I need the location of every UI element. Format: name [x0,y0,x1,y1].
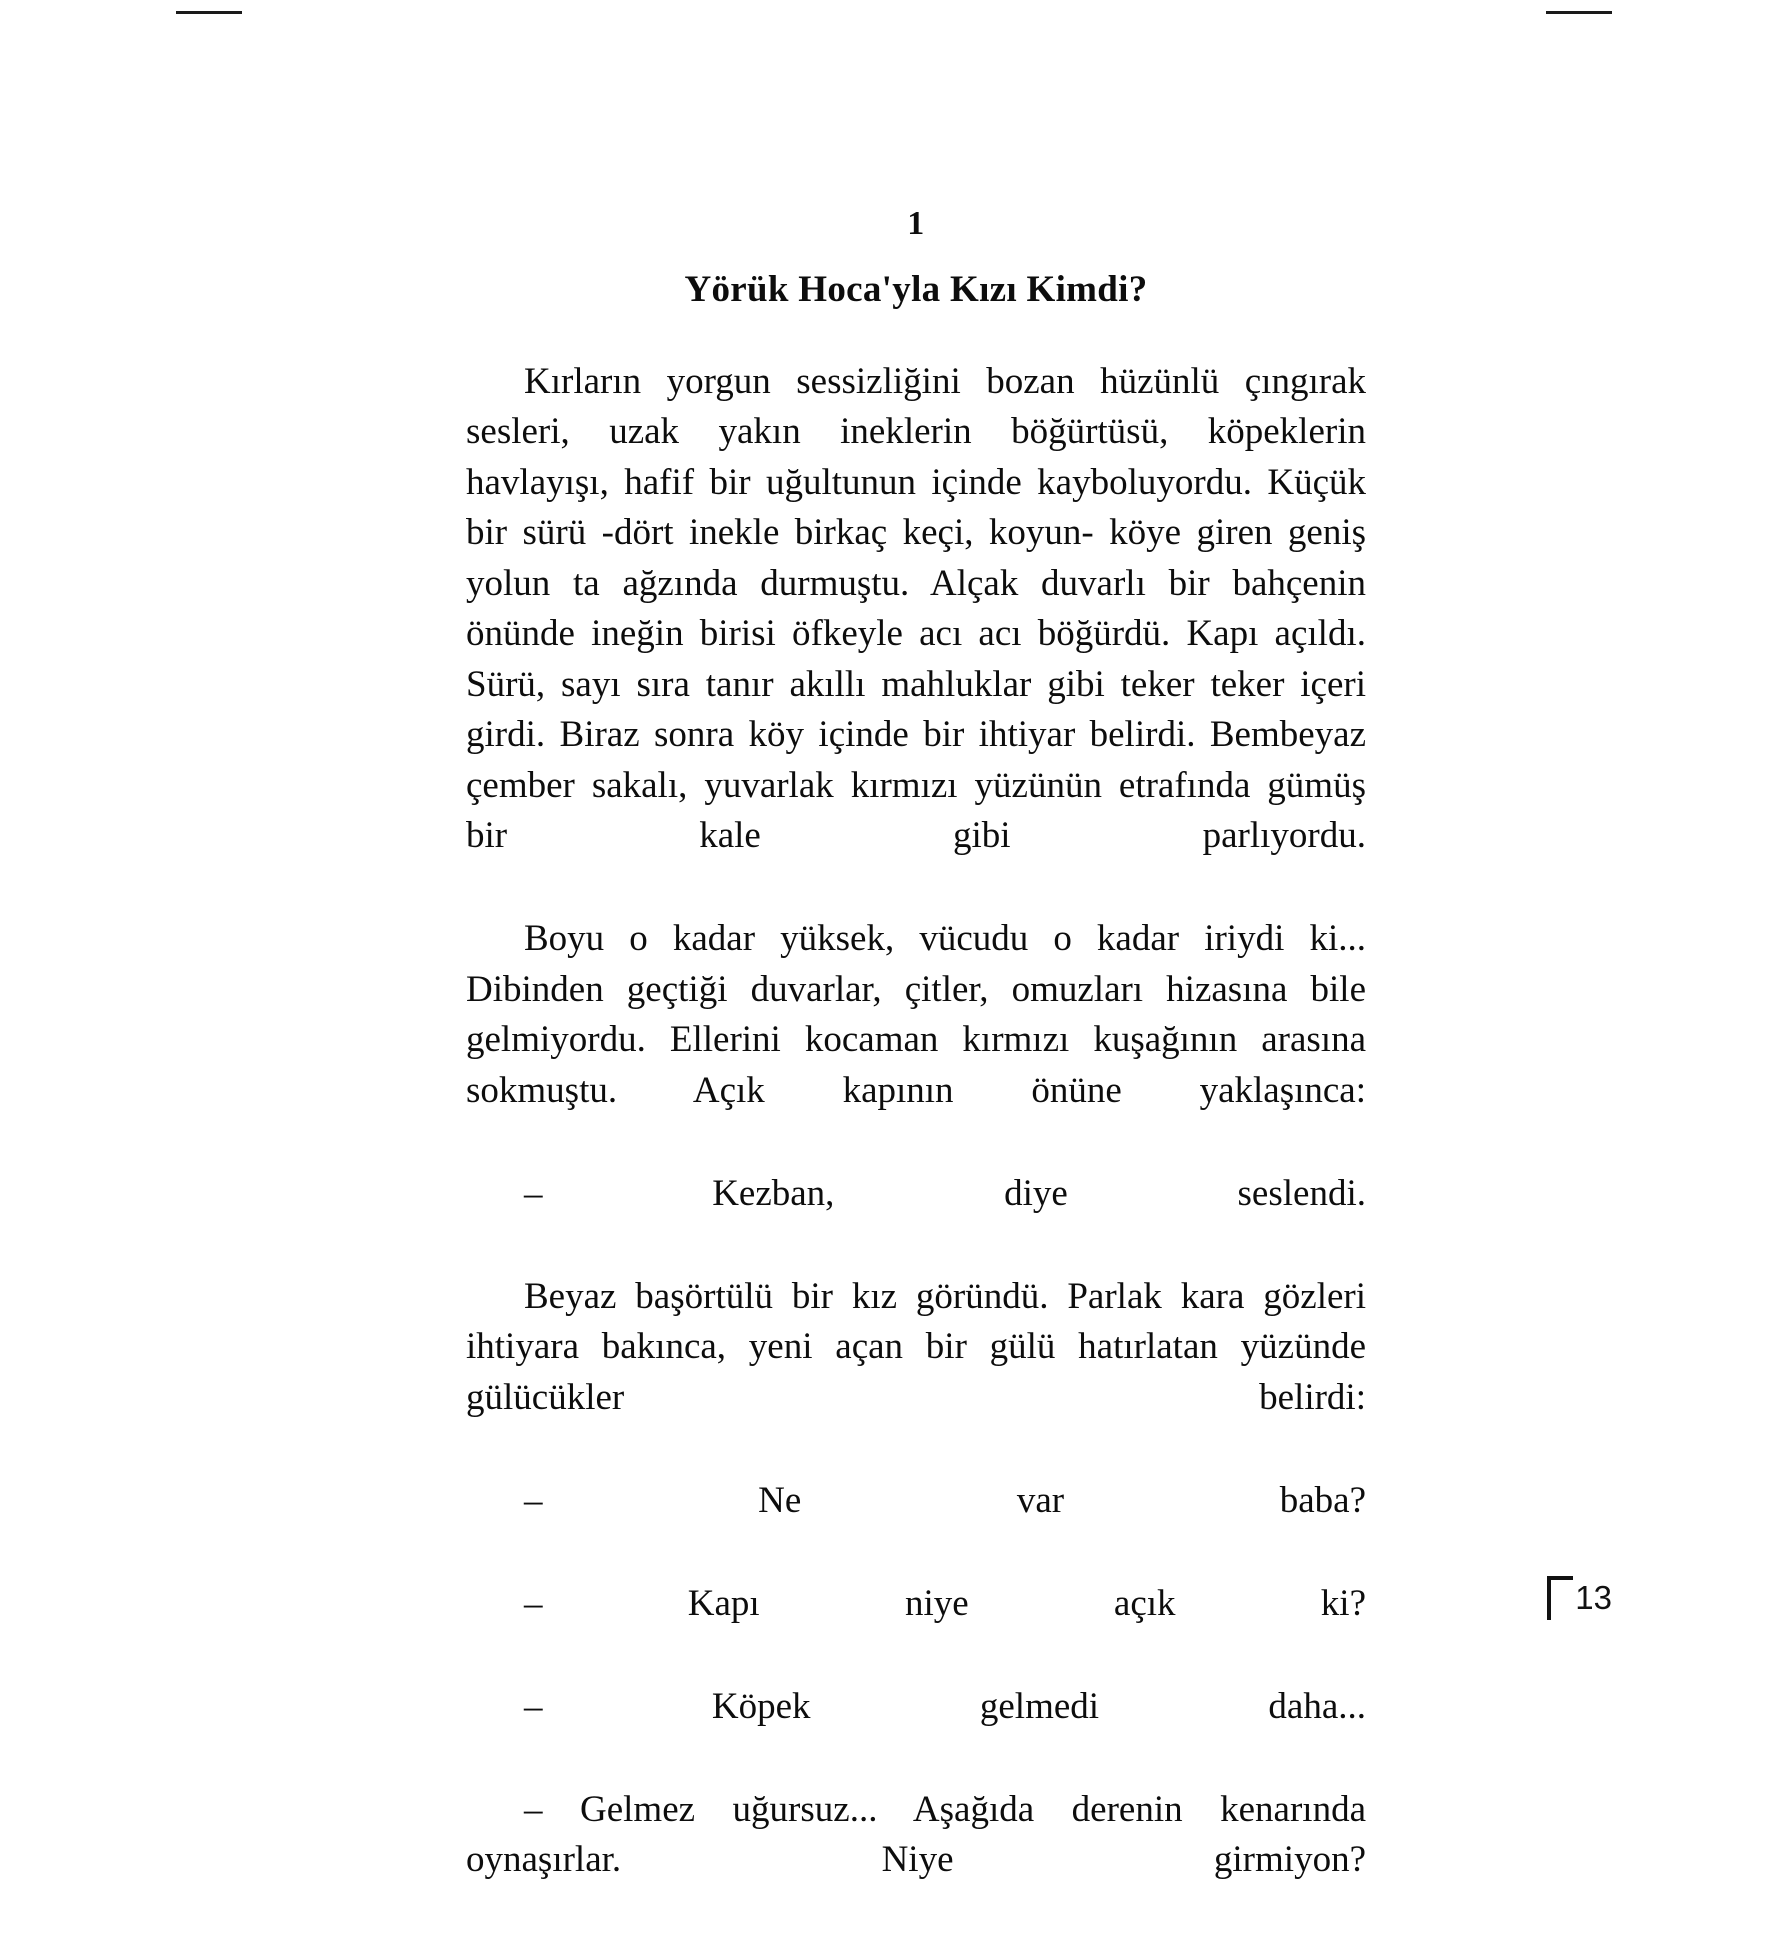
chapter-number: 1 [907,205,925,242]
paragraph: Boyu o kadar yüksek, vücudu o kadar iriydi ki... Dibinden geçtiği duvarlar, çitler, omuzları hizasına bile gelmiyordu. Ellerini kocaman kırmızı kuşağının arasına sokmuştu. Açık kapının önüne yaklaşınca: [466,918,1366,1111]
paragraph: – Ne var baba? [524,1479,1366,1521]
paragraph: – Gelmez uğursuz... Aşağıda derenin kenarında oynaşırlar. Niye girmiyon? [466,1788,1366,1881]
page-number: 13 [1575,1579,1612,1616]
paragraph: Kırların yorgun sessizliğini bozan hüzünlü çıngırak sesleri, uzak yakın ineklerin böğürtüsü, köpeklerin havlayışı, hafif bir uğultunun içinde kayboluyordu. Küçük bir sürü -dört inekle birkaç keçi, koyun- köye giren geniş yolun ta ağzında durmuştu. Alçak duvarlı bir bahçenin önünde ineğin birisi öfkeyle acı acı böğürdü. Kapı açıldı. Sürü, sayı sıra tanır akıllı mahluklar gibi teker teker içeri girdi. Biraz sonra köy içinde bir ihtiyar belirdi. Bembeyaz çember sakalı, yuvarlak kırmızı yüzünün etrafında gümüş bir kale gibi parlıyordu. [466,360,1366,857]
folio-rule-decoration [1547,1576,1551,1620]
paragraph: – Kapı niye açık ki? [524,1582,1366,1624]
text-column [466,205,1366,1938]
paragraph: Beyaz başörtülü bir kız göründü. Parlak kara gözleri ihtiyara bakınca, yeni açan bir gülü hatırlatan yüzünde gülücükler belirdi: [466,1275,1366,1418]
crop-mark-top-right [1546,11,1612,14]
paragraph: – Köpek gelmedi daha... [524,1685,1366,1727]
paragraph: – Kezban, diye seslendi. [524,1172,1366,1214]
chapter-title: Yörük Hoca'yla Kızı Kimdi? [684,269,1148,311]
page-folio [1547,1576,1612,1620]
crop-mark-top-left [176,11,242,14]
